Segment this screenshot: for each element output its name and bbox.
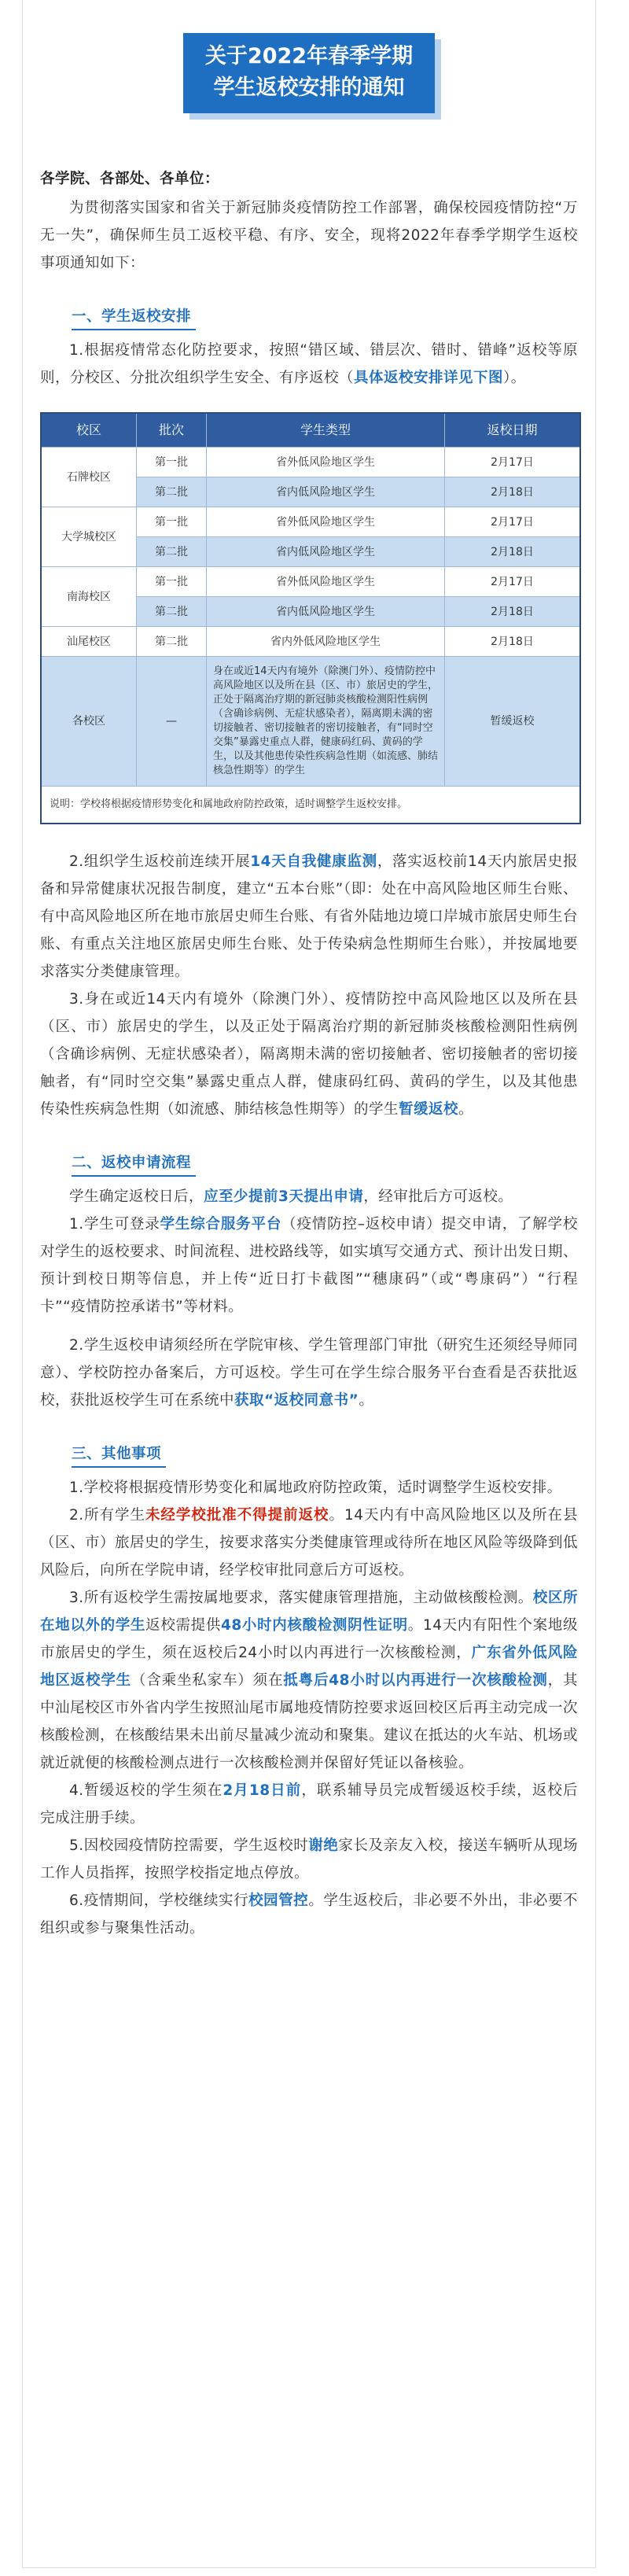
notice-title [183, 33, 435, 113]
table-cell-date: 2月17日 [445, 507, 581, 537]
table-cell-date: 2月18日 [445, 477, 581, 507]
table-cell-batch: 第一批 [137, 507, 207, 537]
header-campus: 校区 [41, 413, 137, 448]
section-1-title: 一、学生返校安排 [72, 305, 196, 330]
table-cell-type: 省内外低风险地区学生 [207, 627, 445, 657]
header-type: 学生类型 [207, 413, 445, 448]
section-2-title: 二、返校申请流程 [72, 1152, 196, 1177]
table-cell-batch: 第二批 [137, 477, 207, 507]
sec3-paragraph-6: 6.疫情期间，学校继续实行校园管控。学生返校后，非必要不外出，非必要不组织或参与聚集性活动。 [40, 1892, 578, 1937]
schedule-table [40, 412, 581, 824]
greeting: 各学院、各部处、各单位： [40, 171, 220, 187]
table-cell-campus: 石牌校区 [41, 448, 137, 507]
table-cell-date: 2月18日 [445, 597, 581, 627]
sec3-paragraph-1: 1.学校将根据疫情形势变化和属地政府防控政策，适时调整学生返校安排。 [69, 1480, 562, 1496]
table-cell-batch: 第二批 [137, 597, 207, 627]
table-cell-type: 省内低风险地区学生 [207, 477, 445, 507]
header-batch: 批次 [137, 413, 207, 448]
sec1-paragraph-2: 2.组织学生返校前连续开展14天自我健康监测，落实返校前14天内旅居史报备和异常健康状况报告制度，建立“五本台账”（即：处在中高风险地区师生台账、有中高风险地区所在地市旅居史师生台账、有省外陆地边境口岸城市旅居史师生台账、有重点关注地区旅居史师生台账、处于传染病急性期师生台账），并按属地要求落实分类健康管理。 [40, 853, 579, 980]
sec3-paragraph-5: 5.因校园疫情防控需要，学生返校时谢绝家长及亲友入校，接送车辆听从现场工作人员指挥，按照学校指定地点停放。 [40, 1837, 578, 1881]
header-date: 返校日期 [445, 413, 581, 448]
table-cell-date: 2月18日 [445, 537, 581, 567]
table-cell-type: 省外低风险地区学生 [207, 448, 445, 477]
sec3-paragraph-4: 4.暂缓返校的学生须在2月18日前，联系辅导员完成暂缓返校手续，返校后完成注册手续。 [40, 1782, 578, 1826]
table-row [41, 627, 580, 657]
sec3-paragraph-3: 3.所有返校学生需按属地要求，落实健康管理措施，主动做核酸检测。校区所在地以外的学生返校需提供48小时内核酸检测阴性证明。14天内有阳性个案地级市旅居史的学生，须在返校后24小时以内再进行一次核酸检测，广东省外低风险地区返校学生（含乘坐私家车）须在抵粤后48小时以内再进行一次核酸检测，其中汕尾校区市外省内学生按照汕尾市属地疫情防控要求返回校区后再主动完成一次核酸检测，在核酸结果未出前尽量减少流动和聚集。建议在抵达的火车站、机场或就近就便的核酸检测点进行一次核酸检测并保留好凭证以备核验。 [40, 1590, 579, 1771]
table-cell-date: 暂缓返校 [445, 657, 581, 787]
table-cell-date: 2月18日 [445, 627, 581, 657]
title-line-1: 关于2022年春季学期 [204, 44, 414, 68]
table-cell-date: 2月17日 [445, 448, 581, 477]
notice-page [22, 0, 596, 2568]
table-cell-batch: 第一批 [137, 567, 207, 597]
sec2-paragraph-0: 学生确定返校日后，应至少提前3天提出申请，经审批后方可返校。 [69, 1188, 513, 1205]
table-header-row [41, 413, 580, 448]
sec2-paragraph-2: 2.学生返校申请须经所在学院审核、学生管理部门审批（研究生还须经导师同意）、学校防控办备案后，方可返校。学生可在学生综合服务平台查看是否获批返校，获批返校学生可在系统中获取“返校同意书”。 [40, 1337, 578, 1409]
table-row [41, 448, 580, 477]
table-cell-batch: 第二批 [137, 537, 207, 567]
title-line-2: 学生返校安排的通知 [213, 76, 405, 100]
table-cell-campus: 南海校区 [41, 567, 137, 627]
table-cell-batch: — [137, 657, 207, 787]
table-cell-date: 2月17日 [445, 567, 581, 597]
table-cell-campus: 汕尾校区 [41, 627, 137, 657]
table-row [41, 567, 580, 597]
service-platform-link: 学生综合服务平台 [160, 1216, 282, 1233]
intro-paragraph: 为贯彻落实国家和省关于新冠肺炎疫情防控工作部署，确保校园疫情防控“万无一失”，确保师生员工返校平稳、有序、安全，现将2022年春季学期学生返校事项通知如下： [40, 200, 578, 271]
table-row [41, 507, 580, 537]
notice-body [23, 113, 595, 1942]
section-3-title: 三、其他事项 [72, 1443, 166, 1468]
table-note-row [41, 787, 580, 824]
table-cell-batch: 第二批 [137, 627, 207, 657]
table-cell-type: 身在或近14天内有境外（除澳门外）、疫情防控中高风险地区以及所在县（区、市）旅居史的学生，正处于隔离治疗期的新冠肺炎核酸检测阳性病例（含确诊病例、无症状感染者），隔离期未满的密切接触者、密切接触者的密切接触者，有“同时空交集”暴露史重点人群，健康码红码、黄码的学生，以及其他患传染性疾病急性期（如流感、肺结核急性期等）的学生 [207, 657, 445, 787]
table-note: 说明：学校将根据疫情形势变化和属地政府防控政策，适时调整学生返校安排。 [41, 787, 580, 824]
sec3-paragraph-2: 2.所有学生未经学校批准不得提前返校。14天内有中高风险地区以及所在县（区、市）旅居史的学生，按要求落实分类健康管理或待所在地区风险等级降到低风险后，向所在学院申请，经学校审批同意后方可返校。 [40, 1507, 579, 1579]
table-cell-batch: 第一批 [137, 448, 207, 477]
table-cell-type: 省外低风险地区学生 [207, 507, 445, 537]
sec2-paragraph-1: 1.学生可登录学生综合服务平台（疫情防控–返校申请）提交申请，了解学校对学生的返校要求、时间流程、进校路线等，如实填写交通方式、预计出发日期、预计到校日期等信息，并上传“近日打卡截图”“穗康码”（或“粤康码”）“行程卡”“疫情防控承诺书”等材料。 [40, 1216, 579, 1315]
table-cell-type: 省外低风险地区学生 [207, 567, 445, 597]
title-area [23, 0, 595, 113]
sec1-paragraph-3: 3.身在或近14天内有境外（除澳门外）、疫情防控中高风险地区以及所在县（区、市）旅居史的学生，以及正处于隔离治疗期的新冠肺炎核酸检测阳性病例（含确诊病例、无症状感染者），隔离期未满的密切接触者、密切接触者的密切接触者，有“同时空交集”暴露史重点人群，健康码红码、黄码的学生，以及其他患传染性疾病急性期（如流感、肺结核急性期等）的学生暂缓返校。 [40, 991, 578, 1118]
table-cell-campus: 大学城校区 [41, 507, 137, 567]
table-row-deferred [41, 657, 580, 787]
table-cell-type: 省内低风险地区学生 [207, 597, 445, 627]
sec1-paragraph-1: 1.根据疫情常态化防控要求，按照“错区域、错层次、错时、错峰”返校等原则，分校区、分批次组织学生安全、有序返校（具体返校安排详见下图）。 [40, 342, 578, 386]
schedule-link: 具体返校安排详见下图 [354, 370, 504, 386]
table-cell-campus: 各校区 [41, 657, 137, 787]
table-cell-type: 省内低风险地区学生 [207, 537, 445, 567]
